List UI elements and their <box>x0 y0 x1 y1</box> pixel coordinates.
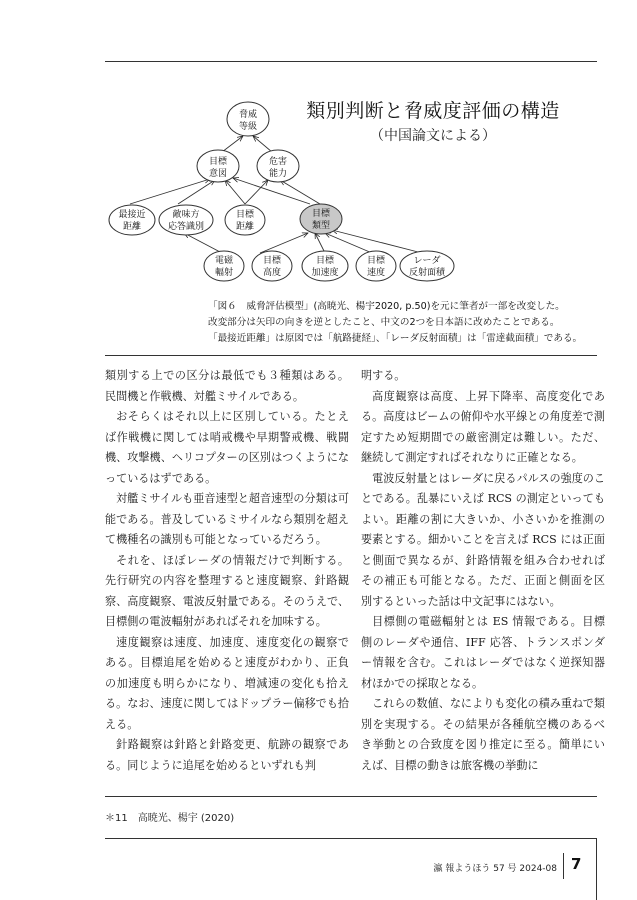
node-radar-cross-section-line2: 反射面積 <box>408 268 446 278</box>
node-iff-line1: 敵味方 <box>172 210 200 220</box>
diagram-heading <box>298 96 568 145</box>
paragraph: 針路観察は針路と針路変更、航跡の観察である。同じように追尾を始めるといずれも判 <box>105 738 349 772</box>
node-target-acceleration-line1: 目標 <box>315 256 335 266</box>
caption-rule <box>105 355 597 356</box>
node-closest-distance <box>109 205 155 235</box>
node-target-altitude-line2: 高度 <box>262 268 282 278</box>
paragraph: 速度観察は速度、加速度、速度変化の観察である。目標追尾を始めると速度がわかり、正負の加速度も明らかになり、増減速の変化も拾える。なお、速度に関してはドップラー偏移でも拾える。 <box>105 635 349 731</box>
node-target-distance-line2: 距離 <box>235 222 255 232</box>
node-em-radiation <box>204 251 244 281</box>
node-target-distance-line1: 目標 <box>235 210 255 220</box>
paragraph: それを、ほぼレーダの情報だけで判断する。先行研究の内容を整理すると速度観察、針路観察、高度観察、電波反射量である。そのうえで、目標側の電波輻射があればそれを加味する。 <box>105 553 349 628</box>
node-target-acceleration-line2: 加速度 <box>311 268 339 278</box>
caption-line: 改変部分は矢印の向きを逆としたこと、中文の2つを日本語に改めたことである。 <box>208 317 560 328</box>
node-em-radiation-line2: 輻射 <box>214 268 234 278</box>
node-target-altitude-line1: 目標 <box>262 256 282 266</box>
page-edge-line <box>596 838 597 900</box>
node-radar-cross-section <box>400 251 454 281</box>
node-iff-line2: 応答識別 <box>167 222 205 232</box>
footnote-rule <box>105 796 597 797</box>
node-target-type <box>300 204 342 234</box>
footer-divider <box>563 853 564 879</box>
node-target-speed-line2: 速度 <box>366 268 386 278</box>
paragraph: 類別する上での区分は最低でも３種類はある。民間機と作戦機、対艦ミサイルである。 <box>105 369 349 403</box>
node-target-intent-line2: 意図 <box>208 169 228 179</box>
paragraph: 対艦ミサイルも亜音速型と超音速型の分類は可能である。普及しているミサイルなら類別を超えて機種名の識別も可能となっているだろう。 <box>105 492 349 546</box>
node-threat-level <box>227 102 269 136</box>
node-target-altitude <box>252 251 292 281</box>
node-closest-distance-line2: 距離 <box>122 222 142 232</box>
node-target-intent <box>197 150 239 182</box>
node-target-acceleration <box>302 251 348 281</box>
node-threat-level-line2: 等級 <box>238 122 258 132</box>
node-target-intent-line1: 目標 <box>208 157 228 167</box>
paragraph: おそらくはそれ以上に区別している。たとえば作戦機に関しては哨戒機や早期警戒機、戦闘機、攻撃機、ヘリコプターの区別はつくようになっているはずである。 <box>105 410 349 485</box>
node-target-type-line2: 類型 <box>311 221 331 231</box>
node-closest-distance-line1: 最接近 <box>118 210 146 220</box>
node-target-speed-line1: 目標 <box>366 256 386 266</box>
node-target-distance <box>225 205 265 235</box>
body-column-left <box>105 366 349 776</box>
body-column-right <box>361 366 605 776</box>
bottom-rule <box>105 838 597 839</box>
paragraph: 高度観察は高度、上昇下降率、高度変化である。高度はビームの俯仰や水平線との角度差で測定すため短期間での厳密測定は難しい。ただ、継続して測定すればそれなりに正確となる。 <box>361 389 605 464</box>
figure-caption <box>208 299 608 347</box>
node-hazard-capability-line1: 危害 <box>268 157 288 167</box>
paragraph: 目標側の電磁輻射とは ES 情報である。目標側のレーダや通信、IFF 応答、トランスポンダー情報を含む。これはレーダではなく逆探知器材ほかでの採取となる。 <box>361 615 605 690</box>
paragraph: 明する。 <box>361 369 406 382</box>
paragraph: 電波反射量とはレーダに戻るパルスの強度のことである。乱暴にいえば RCS の測定といってもよい。距離の割に大きいか、小さいかを推測の要素とする。細かいことを言えば RCS には正面と側面で異なるが、針路情報を組み合わせればその補正も可能となる。ただ、正面と側面を区別するといった話は中文記事にはない。 <box>361 471 605 608</box>
caption-line: 「最接近距離」は原図では「航路捷経」、「レーダ反射面積」は「雷達截面積」である。 <box>208 333 583 344</box>
diagram-title: 類別判断と脅威度評価の構造 <box>306 100 560 122</box>
node-em-radiation-line1: 電磁 <box>214 256 234 266</box>
paragraph: これらの数値、なによりも変化の積み重ねで類別を実現する。その結果が各種航空機のあるべき挙動との合致度を図り推定に至る。簡単にいえば、目標の動きは旅客機の挙動に <box>361 697 605 772</box>
node-threat-level-line1: 脅威 <box>238 110 258 120</box>
caption-line: 「図６ 威脅評估模型」(高暁光、楊宇2020, p.50)を元に筆者が一部を改変した。 <box>208 301 565 312</box>
node-target-speed <box>356 251 396 281</box>
node-hazard-capability-line2: 能力 <box>268 169 288 179</box>
node-radar-cross-section-line1: レーダ <box>413 256 441 266</box>
top-rule <box>105 61 597 62</box>
node-iff <box>159 205 213 235</box>
page-number: 7 <box>571 855 582 873</box>
publication-info: 瀛 報ようほう 57 号 2024-08 <box>433 864 557 874</box>
diagram-subtitle: （中国論文による） <box>370 128 496 144</box>
node-hazard-capability <box>257 150 299 182</box>
node-target-type-line1: 目標 <box>311 209 331 219</box>
footnote: ＊11 高暁光、楊宇 (2020) <box>105 813 235 824</box>
